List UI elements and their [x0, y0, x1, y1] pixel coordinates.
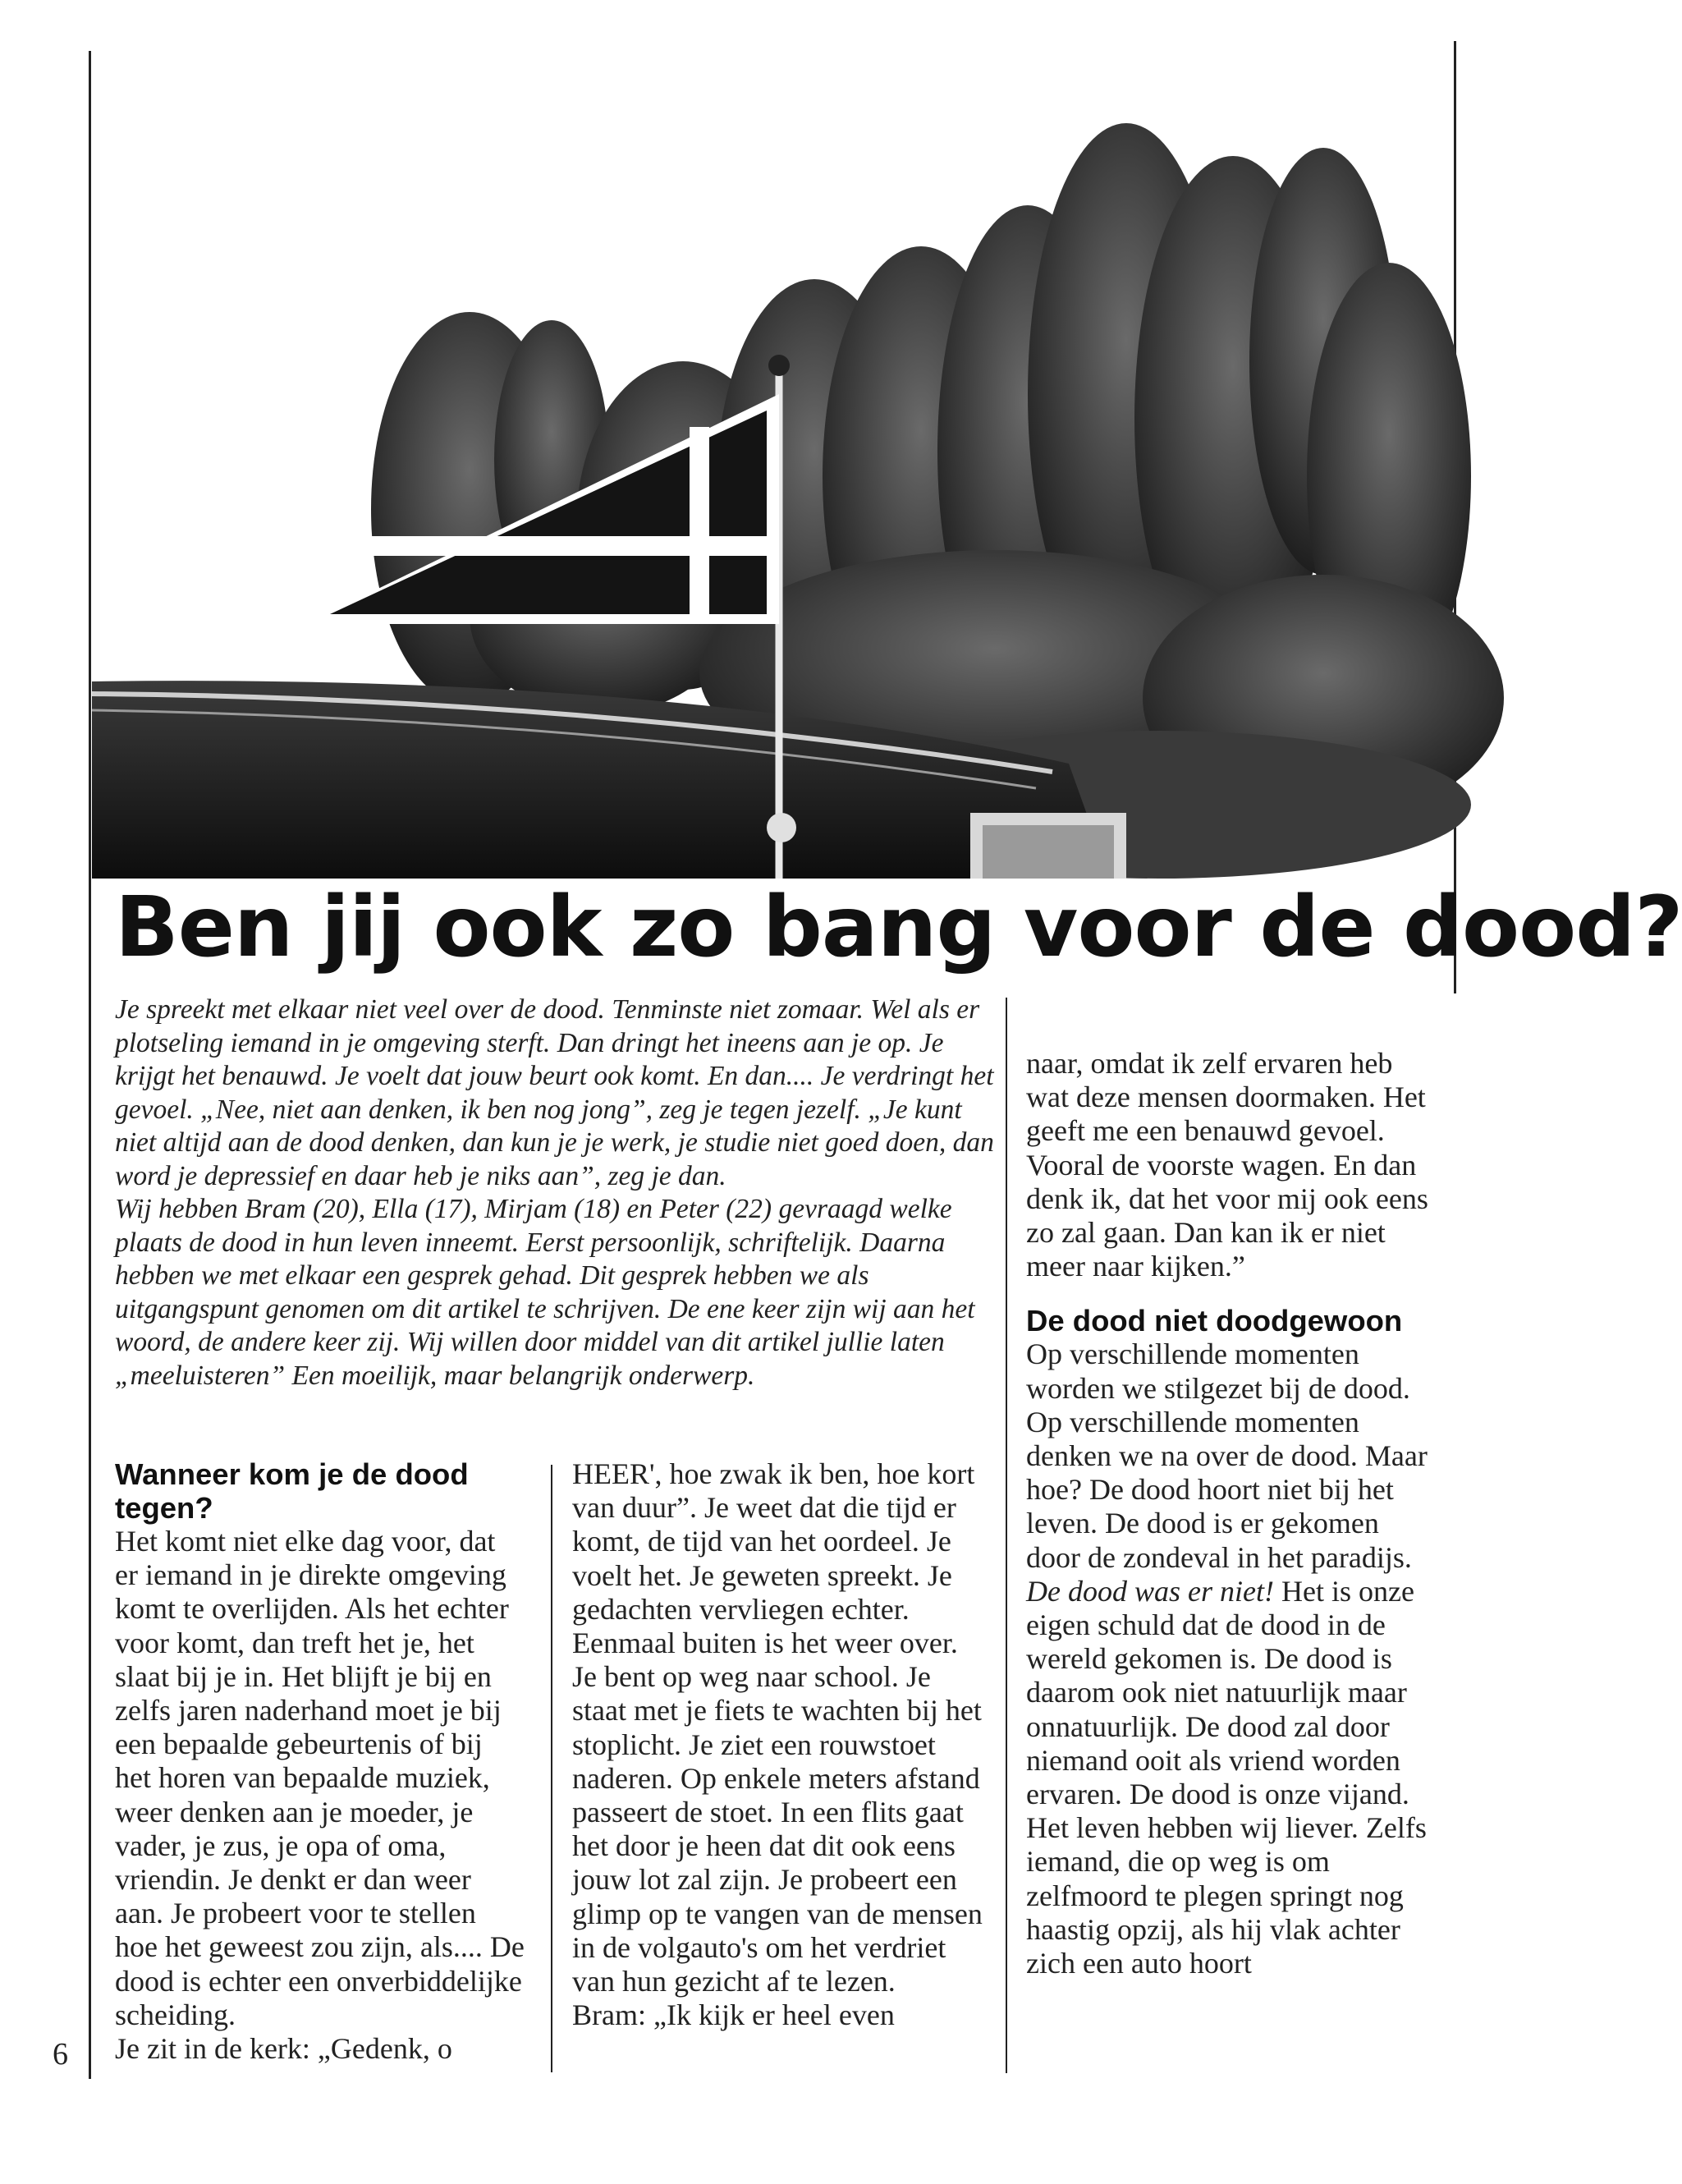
- left-margin-rule: [89, 51, 91, 2079]
- body-paragraph: Je zit in de kerk: „Gedenk, o: [115, 2032, 452, 2066]
- body-paragraph: [1026, 1337, 1437, 1980]
- body-text: Het is onze eigen schuld dat de dood in de wereld gekomen is. De dood is daarom ook niet natuurlijk maar onnatuurlijk. De dood zal door niemand ooit als vriend worden ervaren. De dood is onze vijand. Het leven hebben wij liever. Zelfs iemand, die op weg is om zelfmoord te plegen springt nog haastig opzij, als hij vlak achter zich een auto hoort: [1026, 1574, 1427, 1980]
- body-paragraph: Bram: „Ik kijk er heel even: [572, 1998, 895, 2032]
- body-paragraph: HEER', hoe zwak ik ben, hoe kort van duur”. Je weet dat die tijd er komt, de tijd van het oordeel. Je voelt het. Je geweten spreekt. Je gedachten vervliegen echter. Eenmaal buiten is het weer over.: [572, 1457, 975, 1660]
- section-heading: Wanneer kom je de dood tegen?: [115, 1457, 469, 1525]
- column-divider-2: [1006, 998, 1007, 2073]
- article-column-1: [115, 1457, 525, 2066]
- section-heading: De dood niet doodgewoon: [1026, 1304, 1403, 1338]
- body-paragraph: Je bent op weg naar school. Je staat met je fiets te wachten bij het stoplicht. Je ziet een rouwstoet naderen. Op enkele meters afstand passeert de stoet. In een flits gaat het door je heen dat dit ook eens jouw lot zal zijn. Je probeert een glimp op te vangen van de mensen in de volgauto's om het verdriet van hun gezicht af te lezen.: [572, 1660, 983, 1998]
- headline: Ben jij ook zo bang voor de dood?: [115, 879, 1682, 976]
- column-divider-1: [551, 1465, 552, 2072]
- page-number: 6: [53, 2037, 68, 2072]
- hearse-flag-photo: [92, 49, 1453, 879]
- article-column-3: [1026, 1047, 1437, 1980]
- body-text: Op verschillende momenten worden we stilgezet bij de dood. Op verschillende momenten denken we na over de dood. Maar hoe? De dood hoort niet bij het leven. De dood is er gekomen door de zondeval in het paradijs.: [1026, 1337, 1428, 1574]
- intro-paragraph: Wij hebben Bram (20), Ella (17), Mirjam (18) en Peter (22) gevraagd welke plaats de dood in hun leven inneemt. Eerst persoonlijk, schriftelijk. Daarna hebben we met elkaar een gesprek gehad. Dit gesprek hebben we als uitgangspunt genomen om dit artikel te schrijven. De ene keer zijn wij aan het woord, de andere keer zij. Wij willen door middel van dit artikel jullie laten „meeluisteren” Een moeilijk, maar belangrijk onderwerp.: [115, 1194, 975, 1391]
- body-paragraph: Het komt niet elke dag voor, dat er iemand in je direkte omgeving komt te overlijden. Als het echter voor komt, dan treft het je, het slaat bij je in. Het blijft je bij en zelfs jaren naderhand moet je bij een bepaalde gebeurtenis of bij het horen van bepaalde muziek, weer denken aan je moeder, je vader, je zus, je opa of oma, vriendin. Je denkt er dan weer aan. Je probeert voor te stellen hoe het geweest zou zijn, als.... De dood is echter een onverbiddelijke scheiding.: [115, 1525, 525, 2031]
- article-column-2: [572, 1457, 983, 2032]
- intro-paragraph: Je spreekt met elkaar niet veel over de dood. Tenminste niet zomaar. Wel als er plotseling iemand in je omgeving sterft. Dan dringt het ineens aan je op. Je krijgt het benauwd. Je voelt dat jouw beurt ook komt. En dan.... Je verdringt het gevoel. „Nee, niet aan denken, ik ben nog jong”, zeg je tegen jezelf. „Je kunt niet altijd aan de dood denken, dan kun je je werk, je studie niet goed doen, dan word je depressief en daar heb je niks aan”, zeg je dan.: [115, 994, 994, 1191]
- intro-text: [115, 993, 1001, 1393]
- body-paragraph: naar, omdat ik zelf ervaren heb wat deze mensen doormaken. Het geeft me een benauwd gevoel. Vooral de voorste wagen. En dan denk ik, dat het voor mij ook eens zo zal gaan. Dan kan ik er niet meer naar kijken.”: [1026, 1047, 1428, 1283]
- emphasis-text: De dood was er niet!: [1026, 1574, 1274, 1608]
